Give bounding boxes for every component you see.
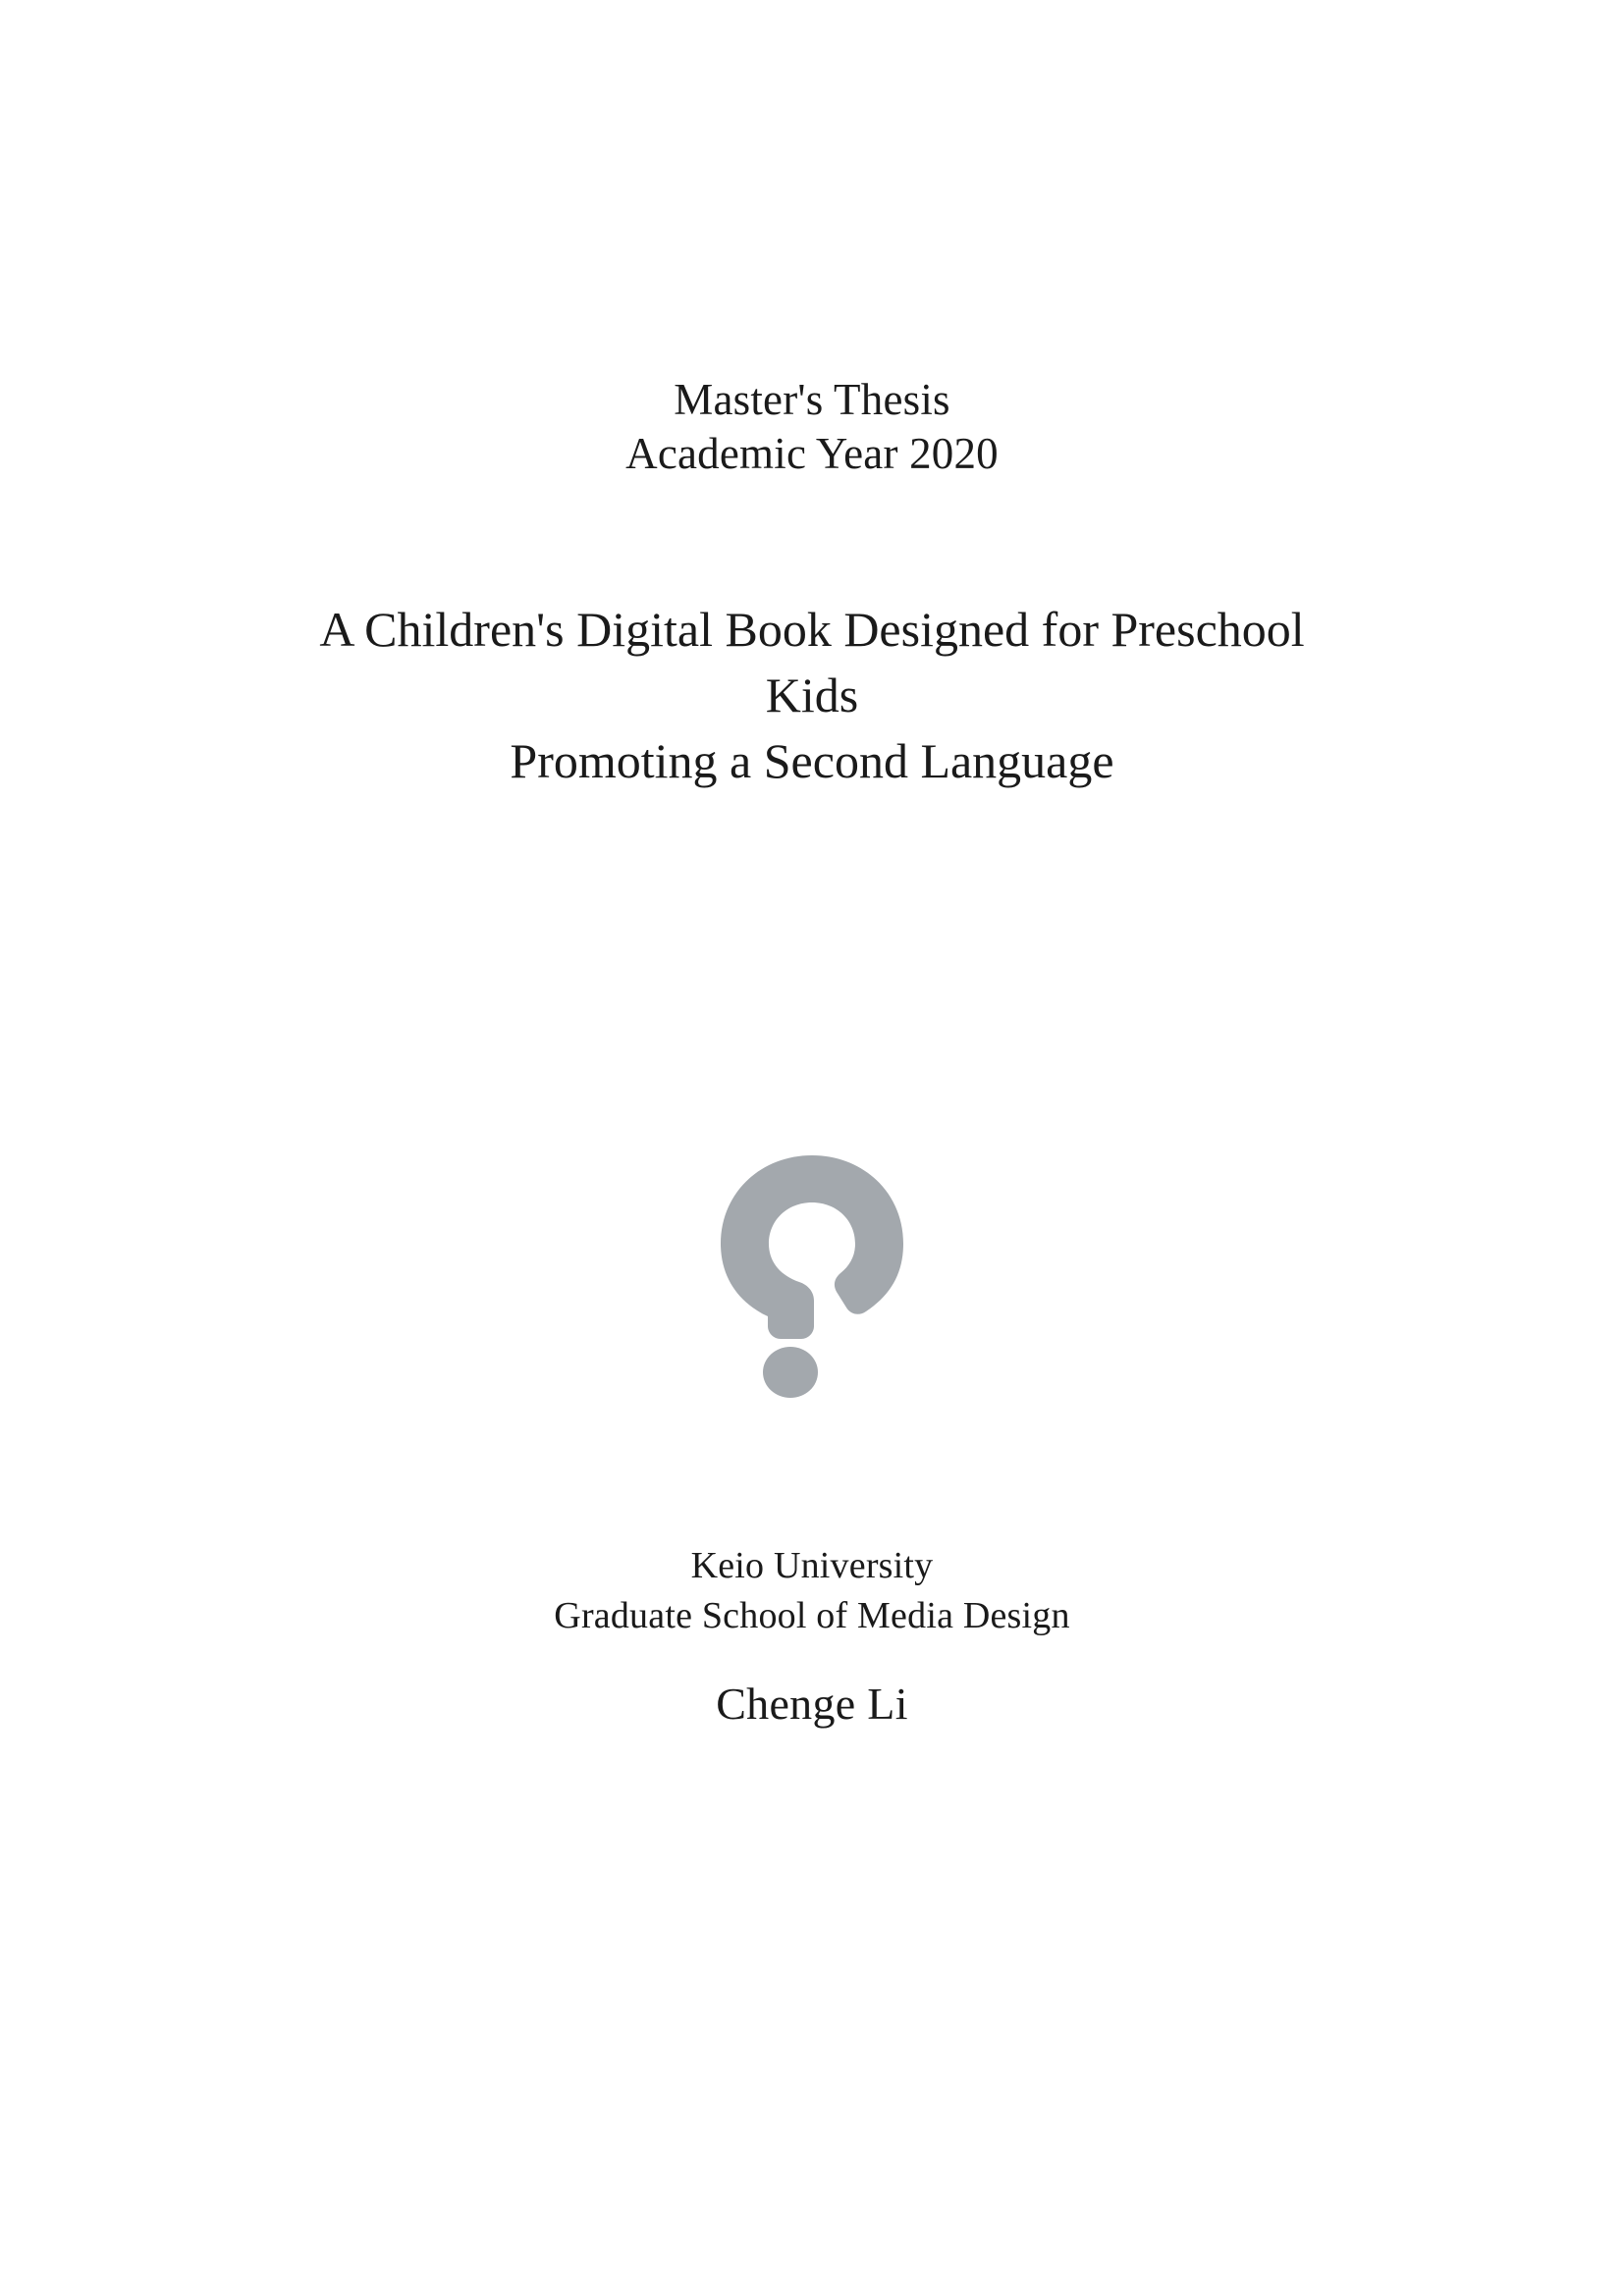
school-name: Graduate School of Media Design [554, 1594, 1070, 1636]
logo [0, 1153, 1624, 1399]
title-line-3: Promoting a Second Language [510, 732, 1114, 788]
title-block [0, 373, 1624, 794]
page-title [0, 597, 1624, 794]
thesis-type: Master's Thesis [674, 375, 950, 424]
academic-year: Academic Year 2020 [625, 428, 999, 478]
affiliation-block [0, 1541, 1624, 1730]
institution-name: Keio University [690, 1545, 934, 1586]
question-mark-logo-icon [699, 1153, 925, 1399]
title-line-2: Kids [765, 667, 859, 722]
title-line-1: A Children's Digital Book Designed for Preschool [319, 601, 1305, 657]
author-name: Chenge Li [716, 1679, 908, 1730]
